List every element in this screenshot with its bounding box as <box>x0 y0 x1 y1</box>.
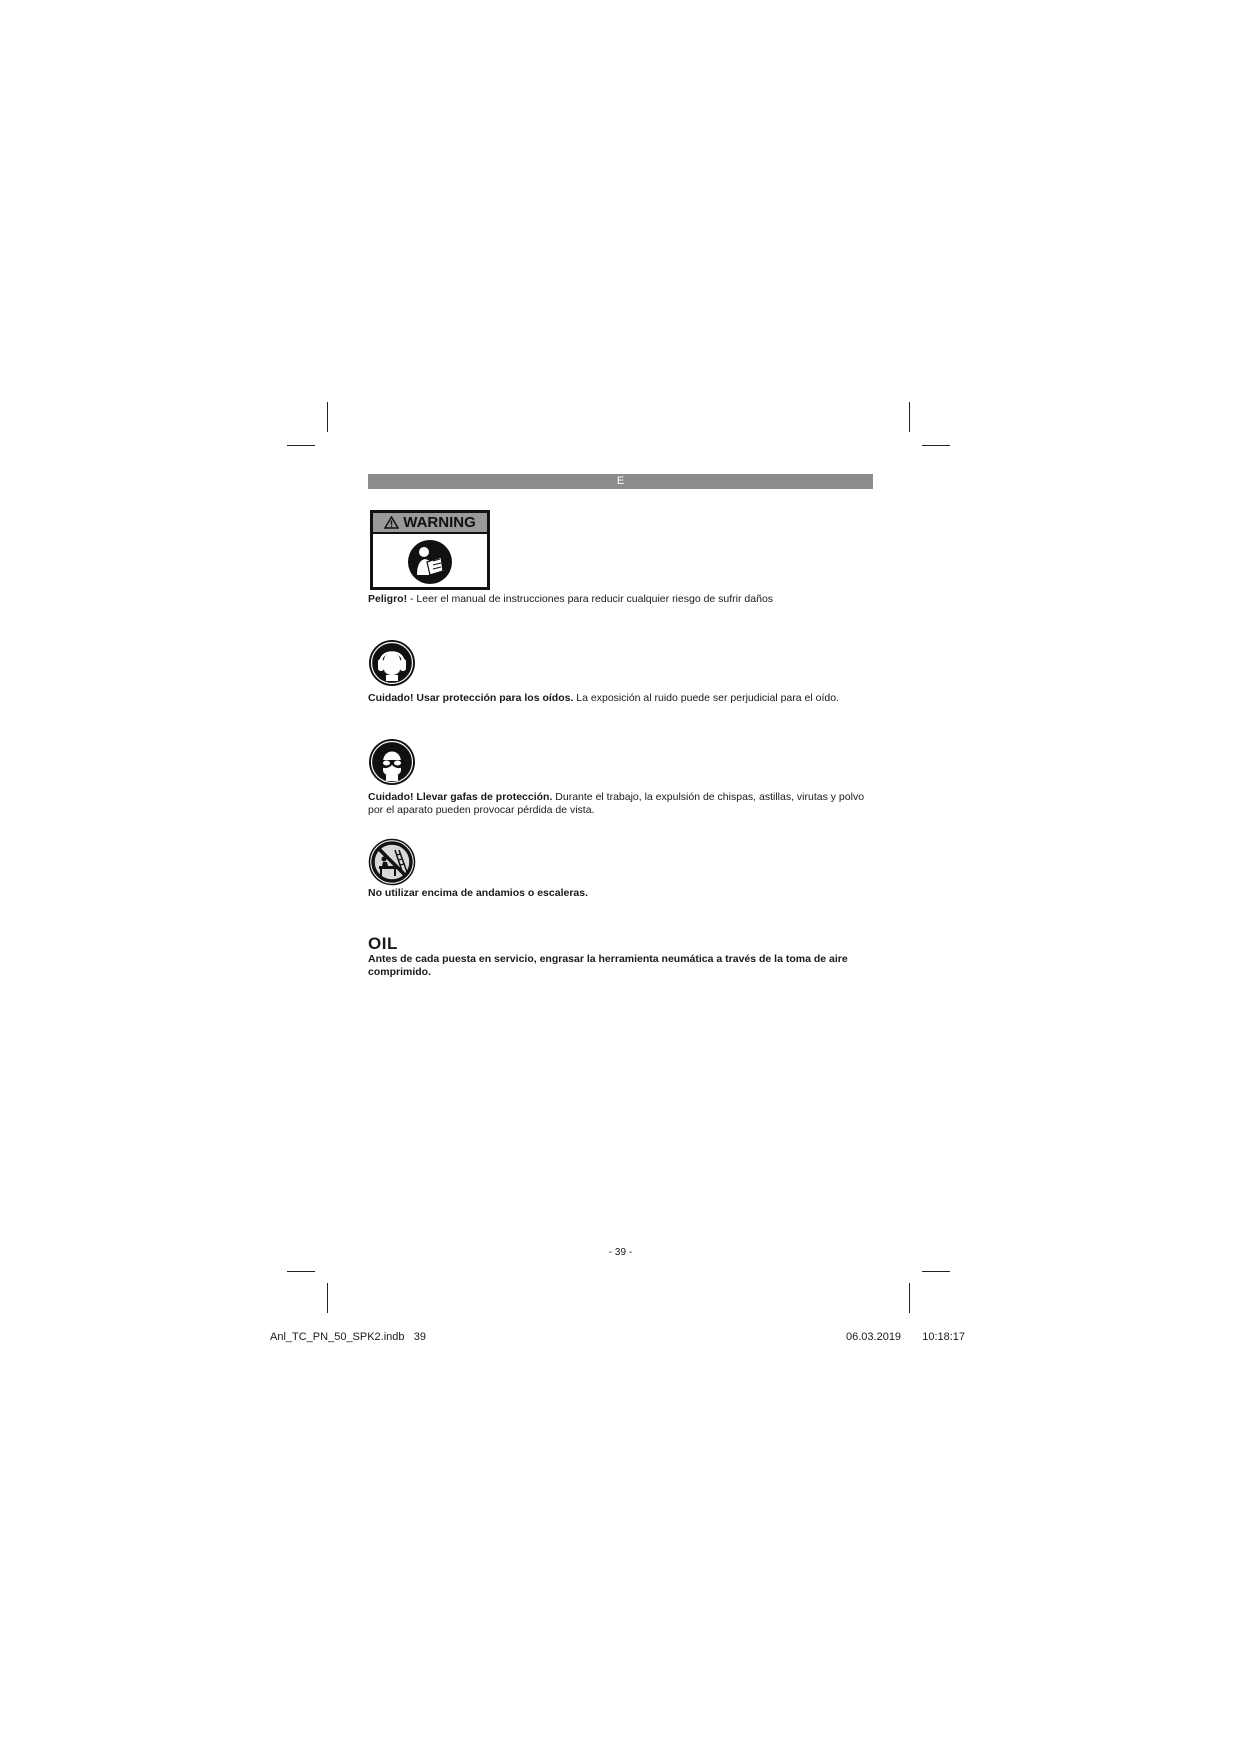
scaffold-bold: No utilizar encima de andamios o escaleras. <box>368 887 589 899</box>
warning-header <box>373 513 487 534</box>
danger-bold: Peligro! <box>368 593 408 605</box>
eye-desc: Durante el trabajo, la expulsión de chispas, astillas, virutas y polvo por el aparato pueden provocar pérdida de vista. <box>368 791 865 816</box>
language-code: E <box>616 475 625 487</box>
crop-mark-bottom-left-h <box>287 1271 315 1272</box>
read-manual-icon <box>407 539 453 585</box>
ear-bold: Cuidado! Usar protección para los oídos. <box>368 692 574 704</box>
warning-label <box>370 510 490 590</box>
crop-mark-top-right-h <box>922 445 950 446</box>
ear-desc: La exposición al ruido puede ser perjudicial para el oído. <box>573 692 839 704</box>
crop-mark-top-left-h <box>287 445 315 446</box>
oil-title: OIL <box>368 934 398 953</box>
footer-file: Anl_TC_PN_50_SPK2.indb 39 <box>270 1331 426 1343</box>
danger-desc: - Leer el manual de instrucciones para reducir cualquier riesgo de sufrir daños <box>407 593 774 605</box>
danger-text <box>368 593 878 606</box>
page-number: - 39 - <box>608 1247 633 1258</box>
eye-bold: Cuidado! Llevar gafas de protección. <box>368 791 553 803</box>
no-scaffold-text <box>368 887 878 900</box>
eye-protection-icon <box>368 738 416 786</box>
crop-mark-bottom-right-v <box>909 1283 910 1313</box>
footer-datetime: 06.03.2019 10:18:17 <box>846 1331 966 1343</box>
crop-mark-bottom-right-h <box>922 1271 950 1272</box>
eye-protection-text <box>368 791 878 817</box>
oil-text: Antes de cada puesta en servicio, engrasar la herramienta neumática a través de la toma de aire comprimido. <box>368 953 848 978</box>
crop-mark-bottom-left-v <box>327 1283 328 1313</box>
ear-protection-text <box>368 692 878 705</box>
ear-protection-icon <box>368 639 416 687</box>
warning-triangle-icon <box>384 516 399 529</box>
crop-mark-top-left-v <box>327 402 328 432</box>
warning-title: WARNING <box>403 514 476 531</box>
no-scaffold-icon <box>368 838 416 886</box>
crop-mark-top-right-v <box>909 402 910 432</box>
language-bar <box>368 474 873 489</box>
